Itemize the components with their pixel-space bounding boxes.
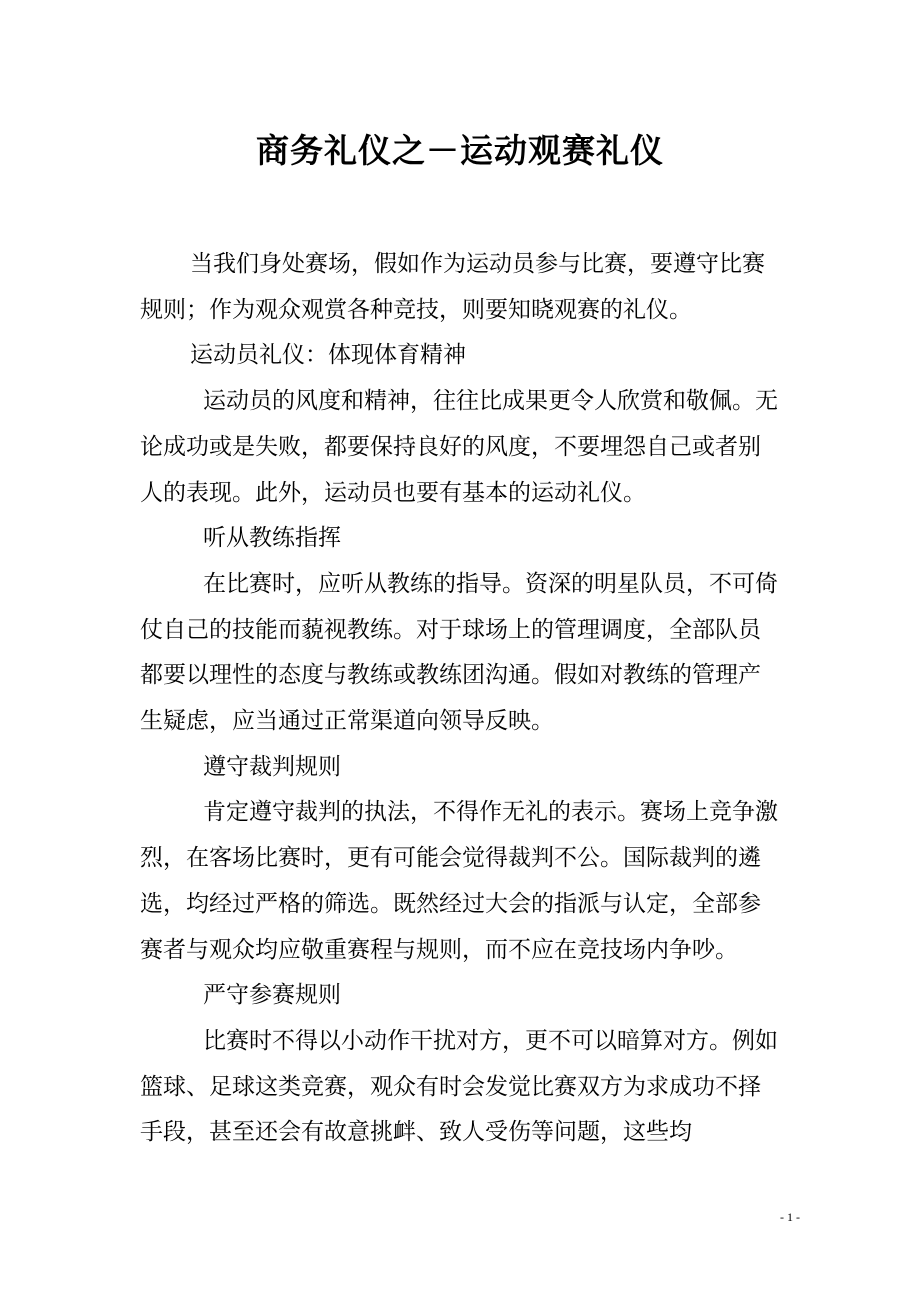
- athlete-etiquette-paragraph: 运动员的风度和精神，往往比成果更令人欣赏和敬佩。无论成功或是失败，都要保持良好的风度，不要埋怨自己或者别人的表现。此外，运动员也要有基本的运动礼仪。: [140, 388, 778, 506]
- strict-rules-paragraph: 比赛时不得以小动作干扰对方，更不可以暗算对方。例如篮球、足球这类竞赛，观众有时会发觉比赛双方为求成功不择手段，甚至还会有故意挑衅、致人受伤等问题，这些均: [140, 1027, 778, 1146]
- subheading-strict-rules: 严守参赛规则: [203, 982, 341, 1009]
- subheading-follow-coach: 听从教练指挥: [203, 525, 341, 552]
- document-title: 商务礼仪之－运动观赛礼仪: [256, 131, 664, 170]
- follow-coach-paragraph: 在比赛时，应听从教练的指导。资深的明星队员，不可倚仗自己的技能而藐视教练。对于球场上的管理调度，全部队员都要以理性的态度与教练或教练团沟通。假如对教练的管理产生疑虑，应当通过正常渠道向领导反映。: [140, 570, 778, 735]
- page-number: - 1 -: [780, 1210, 800, 1224]
- obey-referee-paragraph: 肯定遵守裁判的执法，不得作无礼的表示。赛场上竞争激烈，在客场比赛时，更有可能会觉得裁判不公。国际裁判的遴选，均经过严格的筛选。既然经过大会的指派与认定，全部参赛者与观众均应敬重赛程与规则，而不应在竞技场内争吵。: [140, 799, 778, 963]
- subheading-obey-referee: 遵守裁判规则: [203, 753, 341, 780]
- section-heading-athlete-etiquette: 运动员礼仪：体现体育精神: [190, 342, 466, 369]
- document-body: [140, 242, 780, 1156]
- intro-paragraph: 当我们身处赛场，假如作为运动员参与比赛，要遵守比赛规则；作为观众观赏各种竞技，则要知晓观赛的礼仪。: [140, 251, 765, 323]
